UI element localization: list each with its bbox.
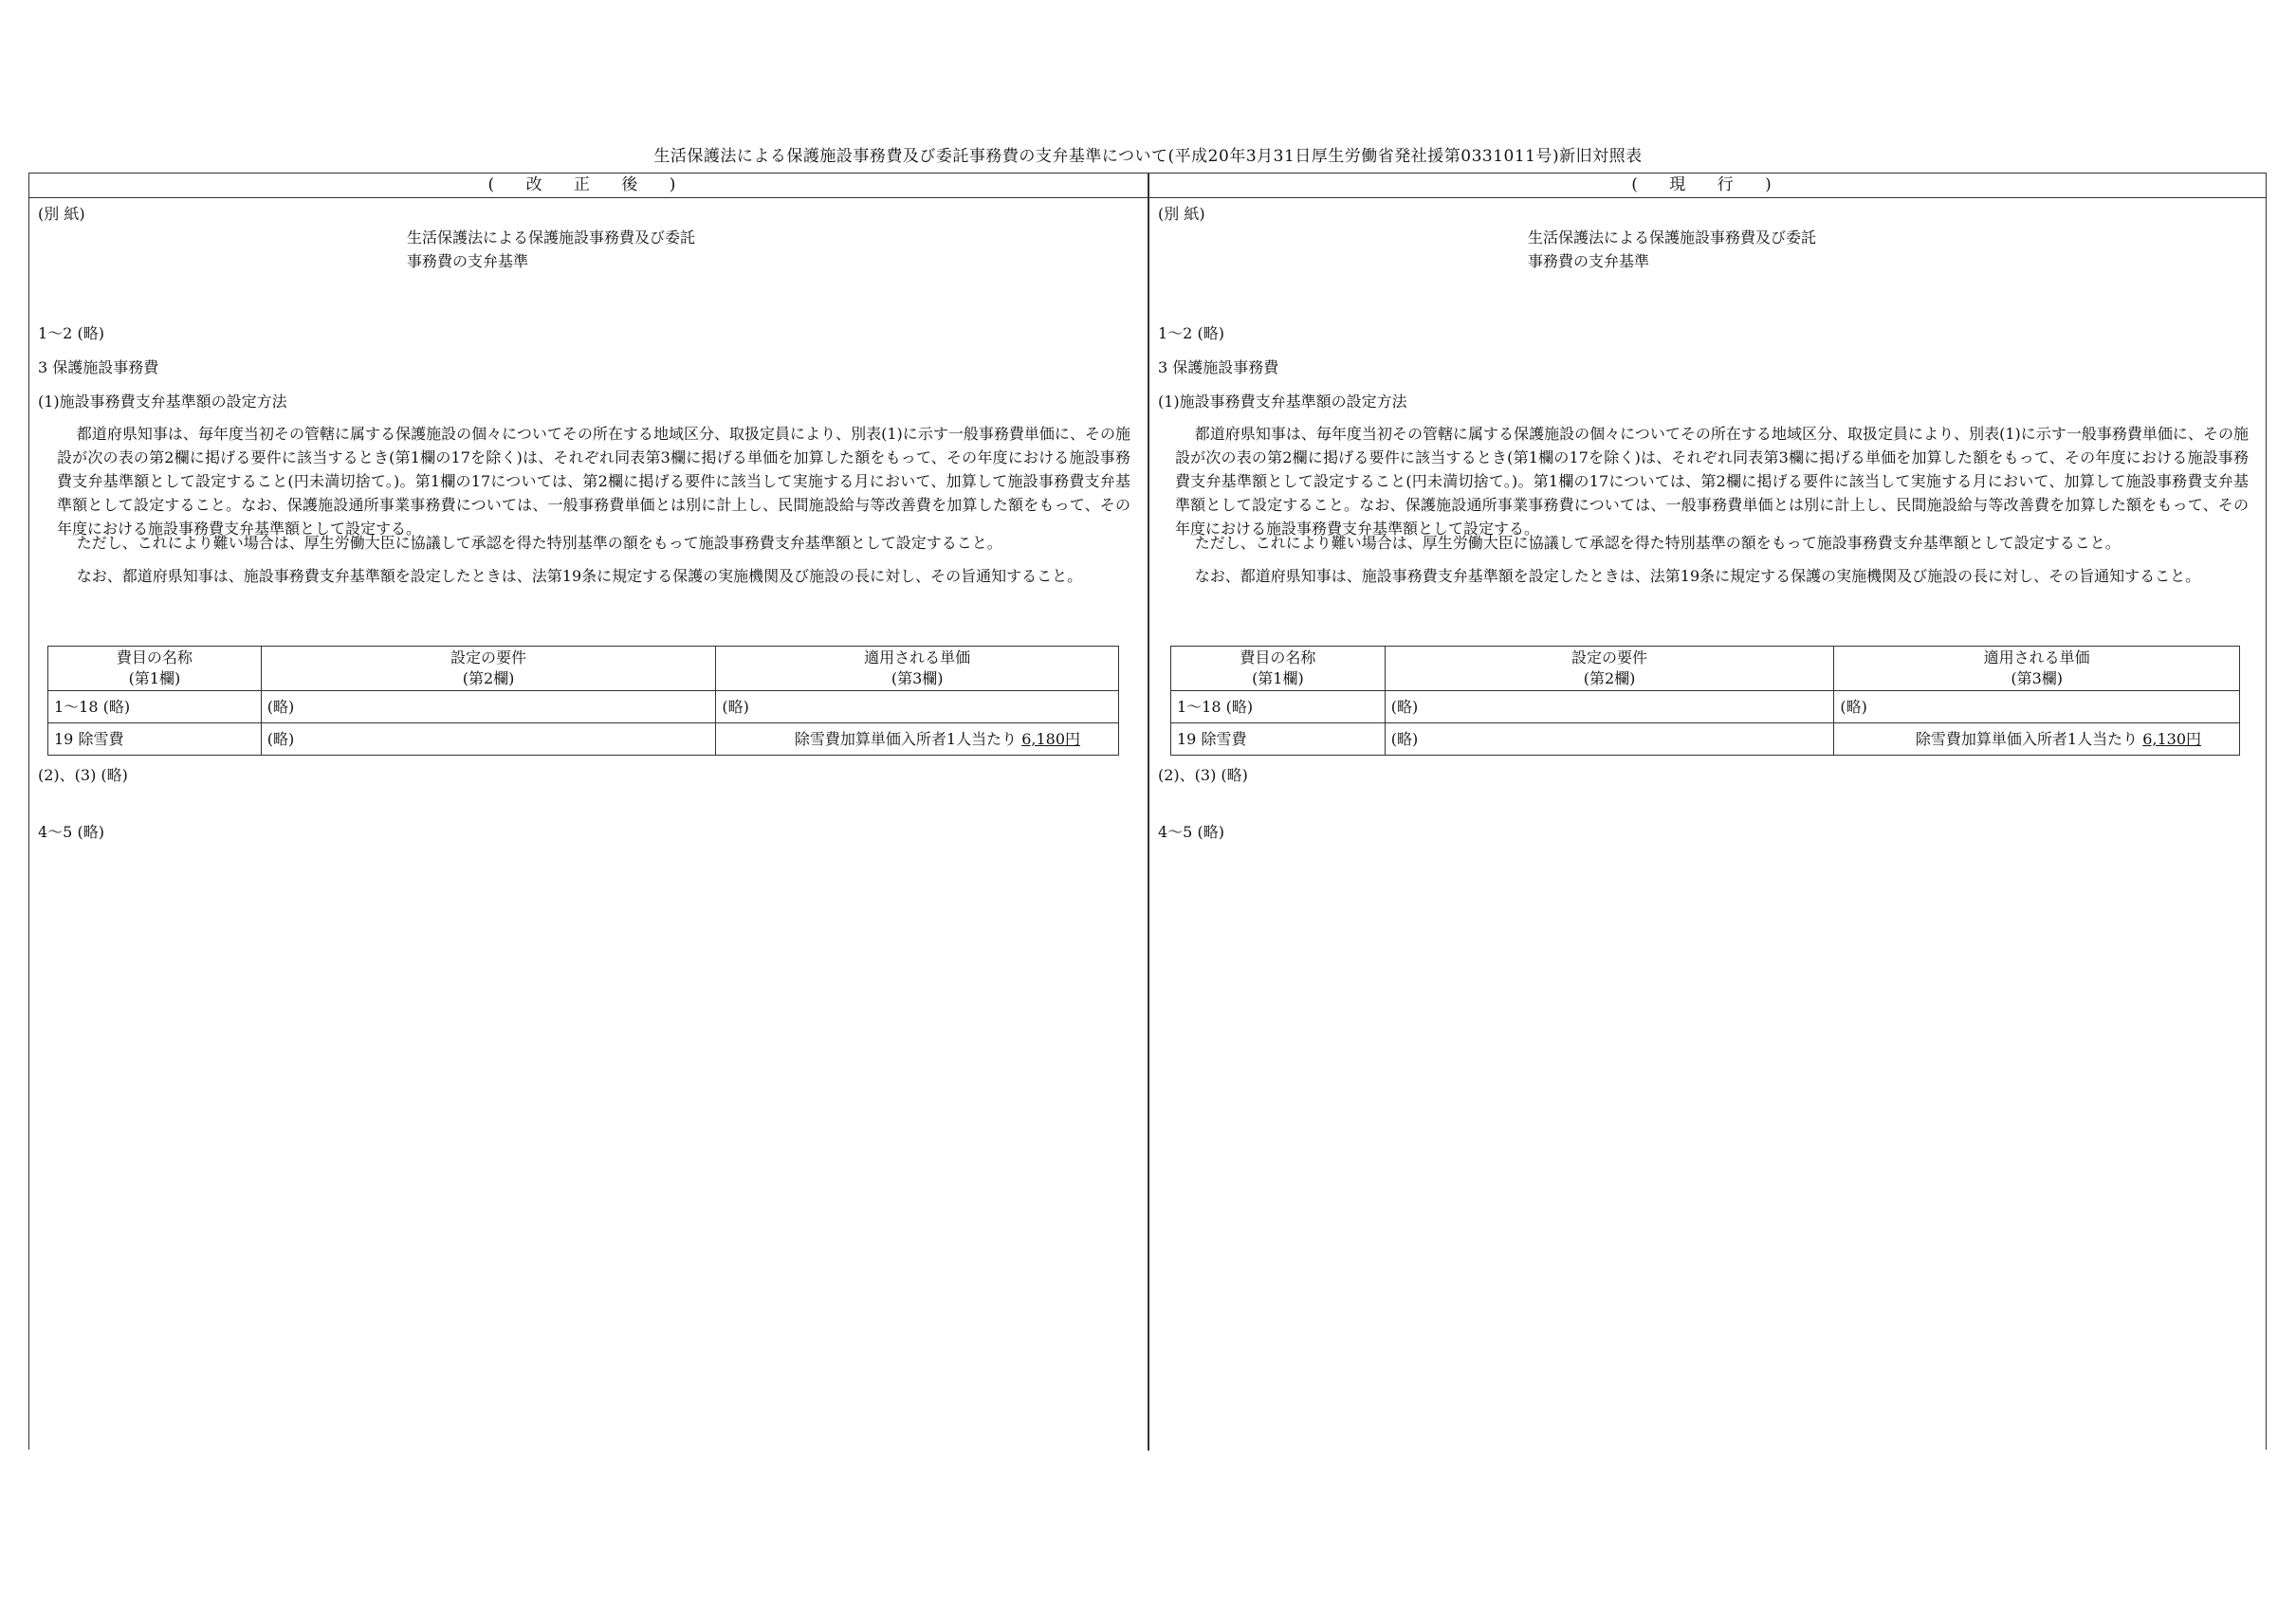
table-row (1171, 723, 2240, 756)
document-title: 生活保護法による保護施設事務費及び委託事務費の支弁基準について(平成20年3月31日厚生労働省発社援第0331011号)新旧対照表 (653, 147, 1643, 166)
table-header-row (1171, 647, 2240, 691)
table-header-cell: 設定の要件 (第2欄) (1385, 647, 1834, 691)
table-header-cell: 費目の名称 (第1欄) (48, 647, 262, 691)
paragraph-3: なお、都道府県知事は、施設事務費支弁基準額を設定したときは、法第19条に規定する保護の実施機関及び施設の長に対し、その旨通知すること。 (1194, 567, 2201, 585)
item-1-2: 1〜2 (略) (38, 324, 104, 342)
item-3-heading: 3 保護施設事務費 (1158, 358, 1279, 376)
item-2-3: (2)、(3) (略) (1158, 766, 1248, 784)
section-heading-line1: 生活保護法による保護施設事務費及び委託 (1528, 228, 1817, 247)
table-row (48, 723, 1119, 756)
table-cell: 除雪費加算単価入所者1人当たり 6,130円 (1834, 723, 2240, 756)
comparison-table-frame (28, 173, 2267, 1450)
table-cell: 1〜18 (略) (48, 691, 262, 723)
revised-column (29, 197, 1147, 1449)
table-header-cell: 適用される単価 (第3欄) (1834, 647, 2240, 691)
table-cell: 1〜18 (略) (1171, 691, 1386, 723)
fee-table (47, 646, 1119, 756)
table-cell: 19 除雪費 (48, 723, 262, 756)
snow-removal-amount: 6,130円 (2142, 730, 2201, 748)
section-heading-line2: 事務費の支弁基準 (1528, 252, 1650, 270)
table-header-row (48, 647, 1119, 691)
table-header-cell: 費目の名称 (第1欄) (1171, 647, 1386, 691)
table-row (1171, 691, 2240, 723)
table-cell: 19 除雪費 (1171, 723, 1386, 756)
current-column (1149, 197, 2267, 1449)
paragraph-1: 都道府県知事は、毎年度当初その管轄に属する保護施設の個々についてその所在する地域区分、取扱定員により、別表(1)に示す一般事務費単価に、その施設が次の表の第2欄に掲げる要件に該当するとき(第1欄の17を除く)は、それぞれ同表第3欄に掲げる単価を加算した額をもって、その年度における施設事務費支弁基準額として設定すること(円未満切捨て。)。第1欄の17については、第2欄に掲げる要件に該当して実施する月において、加算して施設事務費支弁基準額として設定すること。なお、保護施設通所事業事務費については、一般事務費単価とは別に計上し、民間施設給与等改善費を加算した額をもって、その年度における施設事務費支弁基準額として設定する。 (1175, 425, 2249, 538)
current-column-header: ( 現 行 ) (1631, 175, 1785, 194)
paragraph-2: ただし、これにより難い場合は、厚生労働大臣に協議して承認を得た特別基準の額をもって施設事務費支弁基準額として設定すること。 (1194, 534, 2121, 552)
revised-column-header: ( 改 正 後 ) (487, 175, 689, 194)
snow-removal-amount: 6,180円 (1021, 730, 1080, 748)
item-4-5: 4〜5 (略) (1158, 823, 1224, 841)
table-cell: (略) (261, 691, 716, 723)
item-3-heading: 3 保護施設事務費 (38, 358, 159, 376)
table-cell: (略) (716, 691, 1119, 723)
paragraph-3: なお、都道府県知事は、施設事務費支弁基準額を設定したときは、法第19条に規定する保護の実施機関及び施設の長に対し、その旨通知すること。 (76, 567, 1083, 585)
table-header-cell: 設定の要件 (第2欄) (261, 647, 716, 691)
item-4-5: 4〜5 (略) (38, 823, 104, 841)
table-cell: 除雪費加算単価入所者1人当たり 6,180円 (716, 723, 1119, 756)
item-3-1-heading: (1)施設事務費支弁基準額の設定方法 (1158, 393, 1407, 411)
annex-label: (別 紙) (1158, 205, 1205, 223)
table-row (48, 691, 1119, 723)
annex-label: (別 紙) (38, 205, 85, 223)
paragraph-2: ただし、これにより難い場合は、厚生労働大臣に協議して承認を得た特別基準の額をもって施設事務費支弁基準額として設定すること。 (76, 534, 1002, 552)
table-cell: (略) (261, 723, 716, 756)
item-1-2: 1〜2 (略) (1158, 324, 1224, 342)
item-2-3: (2)、(3) (略) (38, 766, 128, 784)
section-heading-line2: 事務費の支弁基準 (407, 252, 529, 270)
table-cell: (略) (1385, 691, 1834, 723)
fee-table (1170, 646, 2240, 756)
paragraph-1: 都道府県知事は、毎年度当初その管轄に属する保護施設の個々についてその所在する地域区分、取扱定員により、別表(1)に示す一般事務費単価に、その施設が次の表の第2欄に掲げる要件に該当するとき(第1欄の17を除く)は、それぞれ同表第3欄に掲げる単価を加算した額をもって、その年度における施設事務費支弁基準額として設定すること(円未満切捨て。)。第1欄の17については、第2欄に掲げる要件に該当して実施する月において、加算して施設事務費支弁基準額として設定すること。なお、保護施設通所事業事務費については、一般事務費単価とは別に計上し、民間施設給与等改善費を加算した額をもって、その年度における施設事務費支弁基準額として設定する。 (57, 425, 1130, 538)
item-3-1-heading: (1)施設事務費支弁基準額の設定方法 (38, 393, 287, 411)
table-cell: (略) (1385, 723, 1834, 756)
section-heading-line1: 生活保護法による保護施設事務費及び委託 (407, 228, 696, 247)
table-header-cell: 適用される単価 (第3欄) (716, 647, 1119, 691)
table-cell: (略) (1834, 691, 2240, 723)
